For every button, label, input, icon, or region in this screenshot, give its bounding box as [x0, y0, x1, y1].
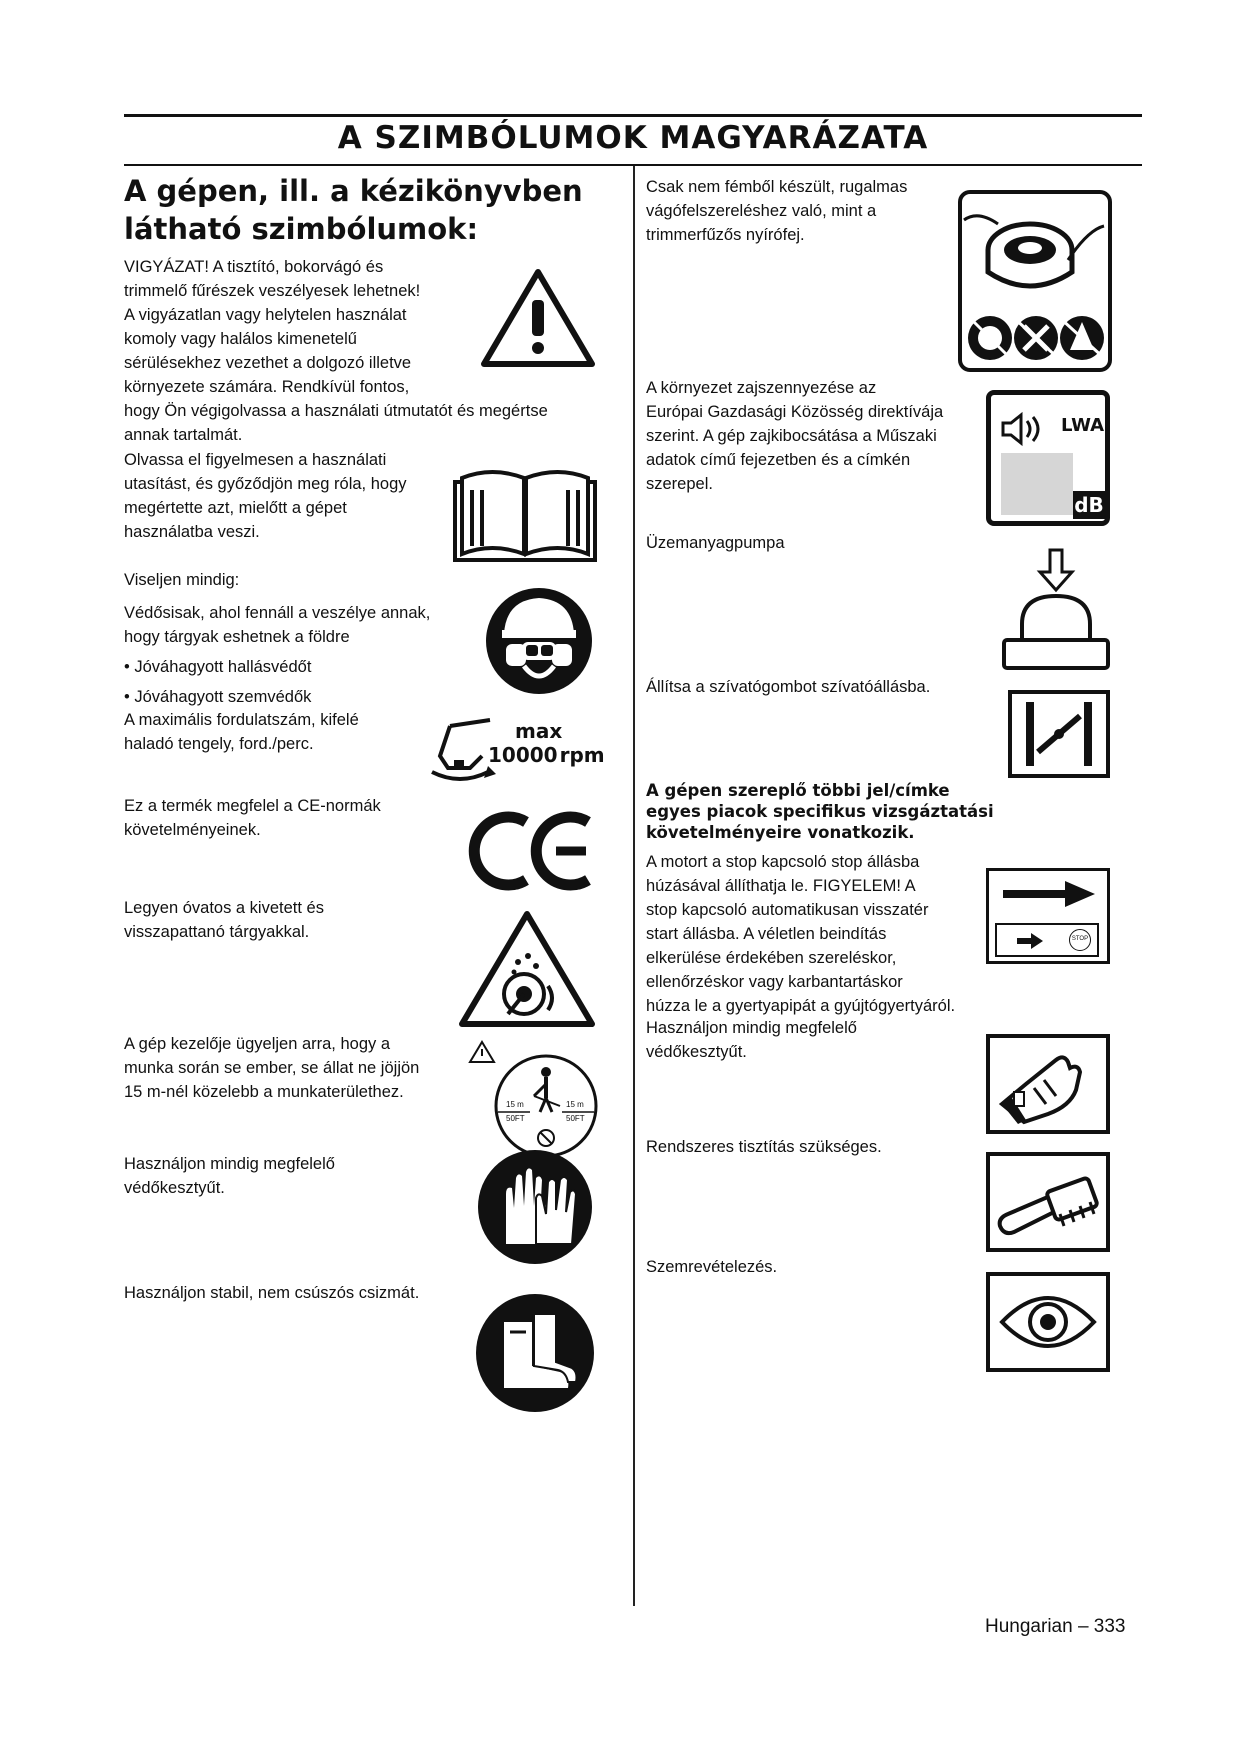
distance-label-right-m: 15 m: [566, 1100, 584, 1109]
ce-text: Ez a termék megfelel a CE-normák követelményeinek.: [124, 797, 381, 839]
noise-text: A környezet zajszennyezése az Európai Gazdasági Közösség direktívája szerint. A gép zajkibocsátása a Műszaki adatok című fejezetben és a címkén szerepel.: [646, 379, 944, 493]
fuel-pump-icon: [1000, 548, 1112, 672]
gloves-text: Használjon mindig megfelelő védőkesztyűt.: [124, 1155, 335, 1197]
debris-text: Legyen óvatos a kivetett és visszapattanó tárgyakkal.: [124, 899, 324, 941]
boots-text: Használjon stabil, nem csúszós csizmát.: [124, 1284, 420, 1302]
choke-icon: [1008, 690, 1110, 778]
gloves2-text: Használjon mindig megfelelő védőkesztyűt.: [646, 1019, 857, 1061]
top-rule: [124, 114, 1142, 117]
distance-label-left-m: 15 m: [506, 1100, 524, 1109]
helmet-text: Védősisak, ahol fennáll a veszélye annak, hogy tárgyak eshetnek a földre: [124, 604, 431, 646]
stop-sign: STOP: [1069, 929, 1091, 951]
trimmer-head-icon: [958, 190, 1112, 372]
page-title: A SZIMBÓLUMOK MAGYARÁZATA: [337, 120, 929, 156]
trimmer-head-text: Csak nem fémből készült, rugalmas vágófelszereléshez való, mint a trimmerfűzős nyírófej.: [646, 178, 908, 244]
distance-text: A gép kezelője ügyeljen arra, hogy a munka során se ember, se állat ne jöjjön 15 m-nél közelebb a munkaterülethez.: [124, 1035, 420, 1101]
rpm-value: 10000 rpm: [488, 743, 605, 767]
db-label: dB: [1074, 493, 1104, 517]
inspection-text: Szemrevételezés.: [646, 1258, 778, 1276]
switch-arrow-icon: [1017, 933, 1043, 949]
eye-icon: [986, 1272, 1110, 1372]
boots-icon: [474, 1292, 596, 1414]
page-footer: Hungarian – 333: [985, 1616, 1126, 1637]
stop-switch-text: A motort a stop kapcsoló stop állásba húzásával állíthatja le. FIGYELEM! A stop kapcsoló automatikusan visszatér start állásba. A véletlen beindítás elkerülése érdekében szereléskor, ellenőrzéskor vagy karbantartáskor húzza le a gyertyapipát a gyújtógyertyáról.: [646, 853, 956, 1015]
stop-switch-icon: [986, 868, 1110, 964]
choke-text: Állítsa a szívatógombot szívatóállásba.: [646, 678, 931, 696]
rpm-icon: [430, 716, 605, 790]
lwa-label: LWA: [1061, 415, 1105, 436]
section-heading: A gépen, ill. a kézikönyvben látható szimbólumok:: [124, 174, 583, 246]
noise-level-icon: [986, 390, 1110, 526]
pump-text: Üzemanyagpumpa: [646, 534, 785, 552]
glove-icon: [986, 1034, 1110, 1134]
switch-panel: [995, 923, 1099, 957]
bullet-eye-protection: • Jóváhagyott szemvédők: [124, 688, 312, 706]
warning-text: VIGYÁZAT! A tisztító, bokorvágó és trimmelő fűrészek veszélyesek lehetnek! A vigyázatlan vagy helytelen használat komoly vagy halálos kimenetelű sérülésekhez vezethet a dolgozó illetve környezete számára. Rendkívül fontos, hogy Ön végigolvassa a használati útmutatót és megértse annak tartalmát.: [124, 258, 548, 444]
rpm-text: A maximális fordulatszám, kifelé haladó tengely, ford./perc.: [124, 711, 359, 753]
manual-text: Olvassa el figyelmesen a használati utasítást, és győződjön meg róla, hogy megértette azt, mielőtt a gépet használatba veszi.: [124, 451, 407, 541]
market-heading: A gépen szereplő többi jel/címke egyes piacok specifikus vizsgáztatási követelményeire vonatkozik.: [646, 781, 994, 842]
brush-icon: [986, 1152, 1110, 1252]
column-divider: [633, 166, 635, 1606]
helmet-protection-icon: [484, 586, 594, 696]
rpm-max-label: max: [515, 719, 563, 743]
bullet-hearing-protection: • Jóváhagyott hallásvédőt: [124, 658, 312, 676]
thrown-objects-warning-icon: [458, 910, 596, 1028]
book-icon: [452, 462, 598, 564]
noise-value-box: [1001, 453, 1073, 515]
wear-heading: Viseljen mindig:: [124, 571, 240, 589]
ce-mark-icon: [470, 808, 596, 894]
safety-distance-icon: [468, 1040, 596, 1160]
warning-triangle-icon: [480, 268, 596, 368]
arrow-right-icon: [1003, 881, 1095, 907]
distance-label-left-ft: 50FT: [506, 1114, 525, 1123]
cleaning-text: Rendszeres tisztítás szükséges.: [646, 1138, 882, 1156]
gloves-icon: [476, 1148, 594, 1266]
speaker-icon: [1001, 411, 1047, 447]
distance-label-right-ft: 50FT: [566, 1114, 585, 1123]
